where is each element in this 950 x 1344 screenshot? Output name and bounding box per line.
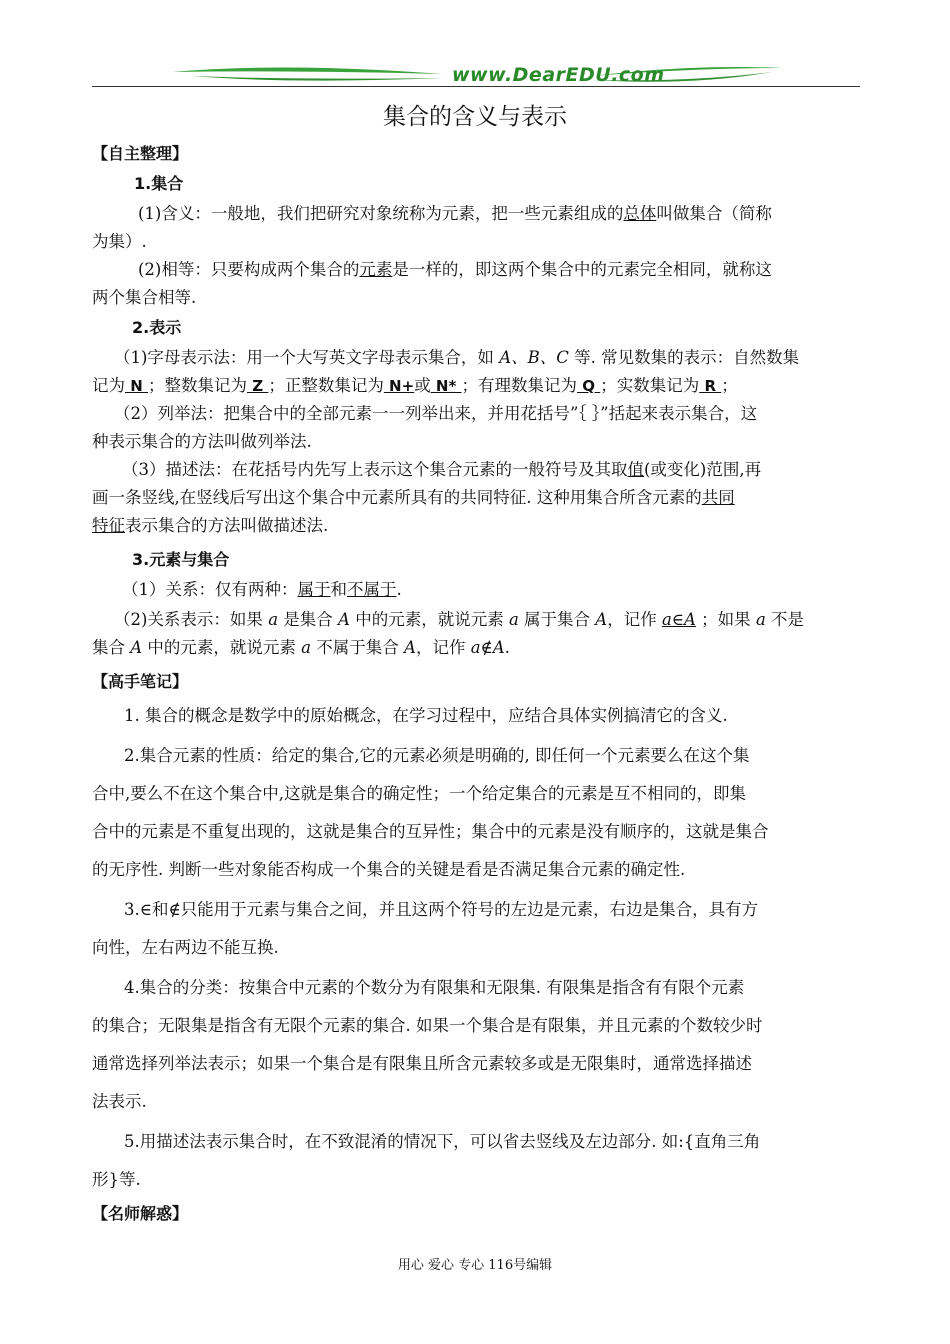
answer-positive-integers-1: N+ — [383, 377, 415, 395]
paragraph-description-line1: （3）描述法：在花括号内先写上表示这个集合元素的一般符号及其取值(或变化)范围,再 — [122, 460, 762, 479]
note-3-line2: 向性，左右两边不能互换. — [92, 938, 279, 957]
paragraph-relation: （1）关系：仅有两种：属于和不属于. — [122, 580, 402, 599]
note-5-line1: 5.用描述法表示集合时，在不致混淆的情况下，可以省去竖线及左边部分. 如:{直角三角 — [124, 1132, 761, 1151]
paragraph-equality-line1: (2)相等：只要构成两个集合的元素是一样的，即这两个集合中的元素完全相同，就称这 — [138, 260, 772, 279]
section-heading-self-study: 【自主整理】 — [92, 144, 189, 163]
paragraph-relation-notation-line1: （2)关系表示：如果 a 是集合 A 中的元素，就说元素 a 属于集合 A，记作 a∈A ；如果 a 不是 — [114, 610, 805, 629]
answer-positive-integers-2: N* — [430, 377, 462, 395]
paragraph-definition-line2: 为集）. — [92, 232, 147, 251]
answer-integers: Z — [247, 377, 269, 395]
note-4-line3: 通常选择列举法表示；如果一个集合是有限集且所含元素较多或是无限集时，通常选择描述 — [92, 1054, 752, 1073]
answer-rationals: Q — [577, 377, 601, 395]
section-heading-teacher-explanation: 【名师解惑】 — [92, 1204, 189, 1223]
header-divider — [92, 86, 860, 87]
subheading-representation: 2.表示 — [132, 318, 182, 337]
note-2-line3: 合中的元素是不重复出现的，这就是集合的互异性；集合中的元素是没有顺序的，这就是集合 — [92, 822, 769, 841]
note-2-line4: 的无序性. 判断一些对象能否构成一个集合的关键是看是否满足集合元素的确定性. — [92, 860, 686, 879]
note-5-line2: 形}等. — [92, 1170, 141, 1189]
page-footer: 用心 爱心 专心 116号编辑 — [397, 1258, 553, 1273]
site-logo-text[interactable]: www.DearEDU.com — [452, 64, 665, 86]
site-header — [92, 60, 860, 92]
section-heading-expert-notes: 【高手笔记】 — [92, 672, 189, 691]
paragraph-enumeration-line1: （2）列举法：把集合中的全部元素一一列举出来，并用花括号”｛ ｝”括起来表示集合，这 — [114, 404, 758, 423]
note-4-line2: 的集合；无限集是指含有无限个元素的集合. 如果一个集合是有限集，并且元素的个数较少时 — [92, 1016, 763, 1035]
paragraph-description-line3: 特征表示集合的方法叫做描述法. — [92, 516, 329, 535]
paragraph-enumeration-line2: 种表示集合的方法叫做列举法. — [92, 432, 312, 451]
paragraph-number-sets-line: 记为 N ；整数集记为 Z ；正整数集记为 N+或 N* ；有理数集记为 Q ；实数集记为 R ； — [92, 376, 738, 395]
answer-reals: R — [699, 377, 722, 395]
paragraph-equality-line2: 两个集合相等. — [92, 288, 197, 307]
note-4-line4: 法表示. — [92, 1092, 147, 1111]
paragraph-description-line2: 画一条竖线,在竖线后写出这个集合中元素所具有的共同特征. 这种用集合所含元素的共同 — [92, 488, 735, 507]
page-title: 集合的含义与表示 — [383, 104, 567, 130]
answer-natural-numbers: N — [125, 377, 148, 395]
paragraph-relation-notation-line2: 集合 A 中的元素，就说元素 a 不属于集合 A，记作 a∉A. — [92, 638, 510, 657]
paragraph-definition-line1: (1)含义：一般地，我们把研究对象统称为元素，把一些元素组成的总体叫做集合（简称 — [138, 204, 772, 223]
note-4-line1: 4.集合的分类：按集合中元素的个数分为有限集和无限集. 有限集是指含有有限个元素 — [124, 978, 745, 997]
note-1: 1. 集合的概念是数学中的原始概念，在学习过程中，应结合具体实例搞清它的含义. — [124, 706, 728, 725]
subheading-element-and-set: 3.元素与集合 — [132, 550, 230, 569]
subheading-sets: 1.集合 — [134, 174, 184, 193]
note-3-line1: 3.∈和∉只能用于元素与集合之间，并且这两个符号的左边是元素，右边是集合，具有方 — [124, 900, 759, 919]
note-2-line2: 合中,要么不在这个集合中,这就是集合的确定性；一个给定集合的元素是互不相同的，即集 — [92, 784, 746, 803]
paragraph-letter-notation-line1: （1)字母表示法：用一个大写英文字母表示集合，如 A、B、C 等. 常见数集的表示：自然数集 — [114, 348, 800, 367]
note-2-line1: 2.集合元素的性质：给定的集合,它的元素必须是明确的, 即任何一个元素要么在这个集 — [124, 746, 750, 765]
